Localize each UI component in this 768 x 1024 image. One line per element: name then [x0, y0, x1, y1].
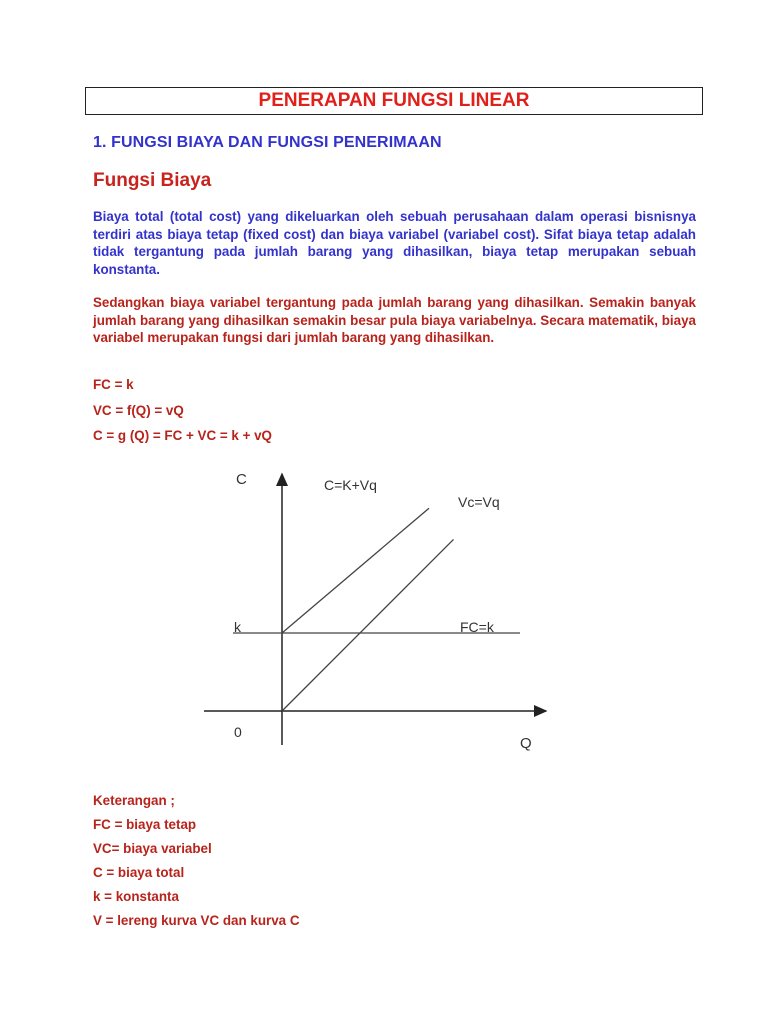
sub-heading: Fungsi Biaya: [93, 170, 212, 191]
k-label: k: [234, 619, 241, 635]
note-item: FC = biaya tetap: [93, 817, 197, 832]
note-item: V = lereng kurva VC dan kurva C: [93, 913, 300, 928]
series-line: [282, 539, 454, 711]
notes-heading: Keterangan ;: [93, 793, 175, 808]
note-item: k = konstanta: [93, 889, 179, 904]
paragraph-variable-cost: Sedangkan biaya variabel tergantung pada jumlah barang yang dihasilkan. Semakin banyak jumlah barang yang dihasilkan semakin besar pula biaya variabelnya. Secara matematik, biaya variabel merupakan fungsi dari jumlah barang yang dihasilkan.: [93, 295, 696, 345]
series-label: C=K+Vq: [324, 477, 377, 493]
page-title: PENERAPAN FUNGSI LINEAR: [85, 87, 703, 115]
origin-label: 0: [234, 724, 242, 740]
paragraph-fixed-cost: Biaya total (total cost) yang dikeluarkan oleh sebuah perusahaan dalam operasi bisnisnya terdiri atas biaya tetap (fixed cost) dan biaya variabel (variabel cost). Sifat biaya tetap adalah tidak tergantung pada jumlah barang yang dihasilkan, biaya tetap merupakan sebuah konstanta.: [93, 209, 696, 277]
series-line: [282, 508, 429, 633]
formula-c: C = g (Q) = FC + VC = k + vQ: [93, 428, 272, 443]
series-label: FC=k: [460, 619, 494, 635]
section-heading: 1. FUNGSI BIAYA DAN FUNGSI PENERIMAAN: [93, 134, 442, 151]
note-item: C = biaya total: [93, 865, 185, 880]
x-axis-label: Q: [520, 735, 532, 752]
formula-vc: VC = f(Q) = vQ: [93, 403, 184, 418]
cost-function-chart: [200, 460, 580, 760]
series-label: Vc=Vq: [458, 494, 500, 510]
y-axis-label: C: [236, 471, 247, 488]
formula-fc: FC = k: [93, 377, 134, 392]
note-item: VC= biaya variabel: [93, 841, 212, 856]
